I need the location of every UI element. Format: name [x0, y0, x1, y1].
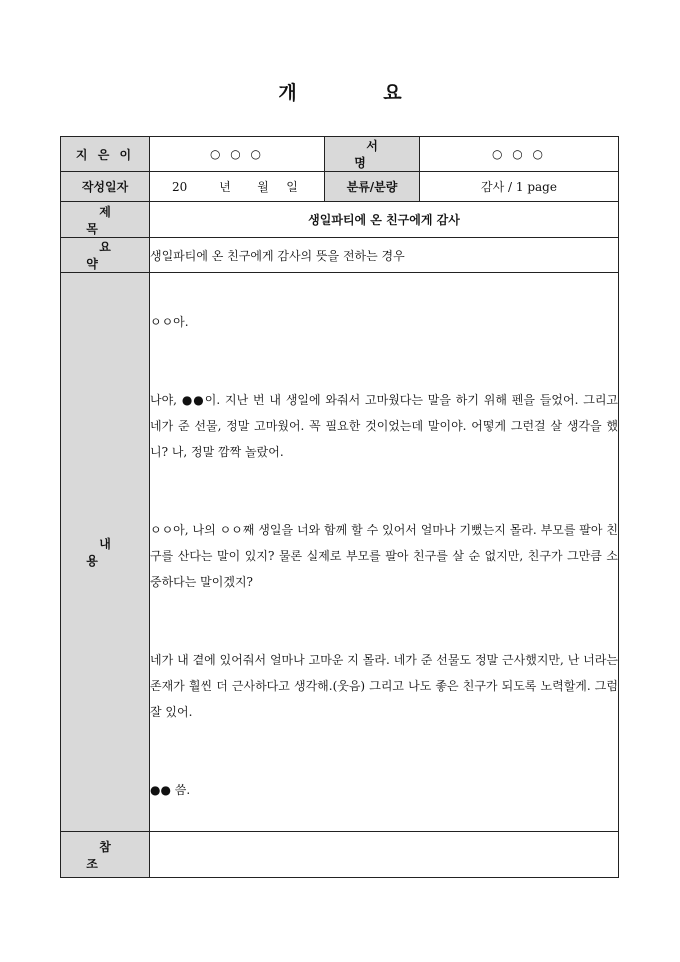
content-closing: ●● 씀.: [150, 783, 191, 797]
summary-value: 생일파티에 온 친구에게 감사의 뜻을 전하는 경우: [150, 238, 619, 273]
date-year: 20: [172, 180, 188, 194]
content-paragraph-2: ㅇㅇ아, 나의 ㅇㅇ째 생일을 너와 함께 할 수 있어서 얼마나 기뻤는지 몰라. 부모를 팔아 친구를 산다는 말이 있지? 물론 실제로 부모를 팔아 친구를 살 순 없지만, 친구가 그만큼 소중하다는 말이겠지?: [150, 523, 618, 589]
date-label: 작성일자: [61, 172, 150, 202]
subject-value: 생일파티에 온 친구에게 감사: [150, 202, 619, 238]
date-value: [150, 172, 325, 202]
content-body: [150, 273, 619, 832]
content-paragraph-3: 네가 내 곁에 있어줘서 얼마나 고마운 지 몰라. 네가 준 선물도 정말 근사했지만, 난 너라는 존재가 훨씬 더 근사하다고 생각해.(웃음) 그리고 나도 좋은 친구가 되도록 노력할게. 그럼 잘 있어.: [150, 653, 618, 719]
subject-label: 제 목: [61, 202, 150, 238]
row-date: [61, 172, 619, 202]
content-greeting: ㅇㅇ아.: [150, 315, 189, 329]
row-subject: [61, 202, 619, 238]
row-author: [61, 137, 619, 172]
document-title: 개 요: [278, 82, 442, 104]
row-summary: [61, 238, 619, 273]
row-content: [61, 273, 619, 832]
signature-label: 서 명: [325, 137, 420, 172]
content-label: 내 용: [61, 273, 150, 832]
overview-form: [60, 136, 619, 878]
date-day-unit: 일: [286, 180, 298, 194]
author-label: 지 은 이: [61, 137, 150, 172]
date-year-unit: 년: [219, 180, 231, 194]
content-paragraph-1: 나야, ●●이. 지난 번 내 생일에 와줘서 고마웠다는 말을 하기 위해 펜을 들었어. 그리고 네가 준 선물, 정말 고마웠어. 꼭 필요한 것이었는데 말이야. 어떻게 그런걸 살 생각을 했니? 나, 정말 깜짝 놀랐어.: [150, 393, 618, 459]
author-value: ○ ○ ○: [150, 137, 325, 172]
category-label: 분류/분량: [325, 172, 420, 202]
reference-label: 참 조: [61, 832, 150, 878]
date-month-unit: 월: [257, 180, 269, 194]
reference-value: [150, 832, 619, 878]
summary-label: 요 약: [61, 238, 150, 273]
row-reference: [61, 832, 619, 878]
signature-value: ○ ○ ○: [420, 137, 619, 172]
category-value: 감사 / 1 page: [420, 172, 619, 202]
